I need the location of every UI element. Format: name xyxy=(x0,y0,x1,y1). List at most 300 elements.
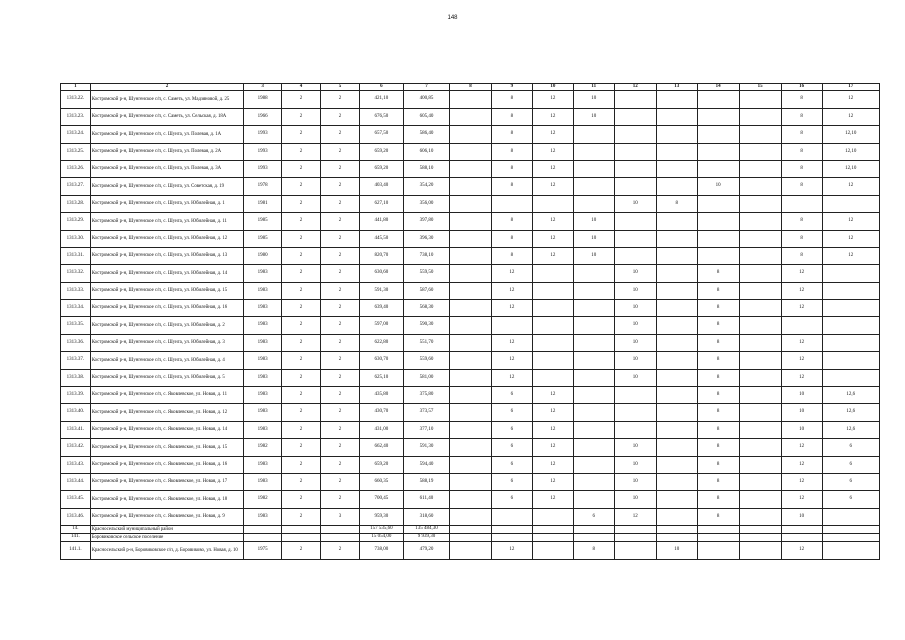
data-cell: 1983 xyxy=(244,300,282,317)
data-cell: 820,70 xyxy=(359,247,403,264)
data-cell: 8 xyxy=(697,317,739,334)
address-cell: Костромской р-н, Шунгенское с/п, с. Саметь, ул. Мадзяновой, д. 25 xyxy=(90,91,244,108)
data-cell: 2 xyxy=(282,160,321,177)
data-cell: 1983 xyxy=(244,334,282,351)
data-cell: 12 xyxy=(532,387,573,404)
data-cell xyxy=(656,404,697,421)
data-cell xyxy=(781,534,822,542)
data-cell: 2 xyxy=(282,542,321,559)
data-cell: 12 xyxy=(822,108,879,125)
data-cell: 559,50 xyxy=(403,265,449,282)
data-cell: 959,30 xyxy=(359,508,403,525)
address-cell: Костромской р-н, Шунгенское с/п, с. Шунга, ул. Юбилейная, д. 5 xyxy=(90,369,244,386)
data-cell xyxy=(614,230,656,247)
data-cell: 12 xyxy=(532,421,573,438)
data-cell xyxy=(697,143,739,160)
data-cell xyxy=(739,369,781,386)
table-row xyxy=(61,439,880,456)
summary-row xyxy=(61,526,880,534)
data-cell xyxy=(532,334,573,351)
data-cell xyxy=(656,508,697,525)
table-header-row xyxy=(61,84,880,91)
data-cell: 657,50 xyxy=(359,126,403,143)
data-cell: 591,30 xyxy=(403,439,449,456)
data-cell: 8 xyxy=(697,334,739,351)
data-cell: 10 xyxy=(781,421,822,438)
data-cell xyxy=(282,526,321,534)
data-cell: 12 xyxy=(822,213,879,230)
data-cell: 10 xyxy=(614,456,656,473)
data-cell: 2 xyxy=(321,300,360,317)
data-cell xyxy=(614,421,656,438)
data-cell: 2 xyxy=(282,265,321,282)
data-cell: 6 xyxy=(822,439,879,456)
row-id-cell: 1313.46. xyxy=(61,508,91,525)
data-cell xyxy=(656,526,697,534)
data-cell xyxy=(656,439,697,456)
data-cell: 10 xyxy=(614,352,656,369)
row-id-cell: 1313.29. xyxy=(61,213,91,230)
data-cell: 12 xyxy=(781,334,822,351)
table-row xyxy=(61,213,880,230)
data-cell xyxy=(822,508,879,525)
data-cell: 625,10 xyxy=(359,369,403,386)
data-cell: 9 939,30 xyxy=(403,534,449,542)
data-cell xyxy=(449,265,491,282)
data-cell: 8 xyxy=(781,143,822,160)
data-cell xyxy=(739,160,781,177)
address-cell: Костромской р-н, Шунгенское с/п, с. Шунга, ул. Юбилейная, д. 14 xyxy=(90,265,244,282)
address-cell: Костромской р-н, Шунгенское с/п, с. Шунга, ул. Полевая, д. 3А xyxy=(90,160,244,177)
table-row xyxy=(61,491,880,508)
address-cell: Костромской р-н, Шунгенское с/п, с. Шунга, ул. Юбилейная, д. 13 xyxy=(90,247,244,264)
data-cell xyxy=(739,491,781,508)
data-cell xyxy=(449,352,491,369)
data-cell xyxy=(449,542,491,559)
data-cell: 12 xyxy=(532,126,573,143)
table-row xyxy=(61,282,880,299)
data-cell xyxy=(656,352,697,369)
data-cell xyxy=(449,247,491,264)
address-cell: Костромской р-н, Шунгенское с/п, с. Яковлевское, ул. Новая, д. 17 xyxy=(90,474,244,491)
data-cell xyxy=(573,334,614,351)
row-id-cell: 1313.27. xyxy=(61,178,91,195)
data-cell: 1983 xyxy=(244,369,282,386)
data-cell: 8 xyxy=(697,456,739,473)
data-cell: 2 xyxy=(321,404,360,421)
data-cell: 10 xyxy=(781,404,822,421)
data-cell: 356,00 xyxy=(403,195,449,212)
data-cell xyxy=(656,300,697,317)
data-cell xyxy=(449,91,491,108)
data-cell: 8 xyxy=(697,265,739,282)
data-cell: 8 xyxy=(491,160,532,177)
data-cell: 1993 xyxy=(244,160,282,177)
data-cell xyxy=(656,160,697,177)
row-id-cell: 1313.38. xyxy=(61,369,91,386)
data-cell xyxy=(449,508,491,525)
data-cell xyxy=(491,195,532,212)
address-cell: Костромской р-н, Шунгенское с/п, с. Шунга, ул. Юбилейная, д. 12 xyxy=(90,230,244,247)
data-cell xyxy=(449,474,491,491)
data-cell: 2 xyxy=(282,126,321,143)
data-cell xyxy=(449,421,491,438)
data-cell xyxy=(449,534,491,542)
data-cell: 10 xyxy=(656,542,697,559)
data-cell: 12 xyxy=(532,230,573,247)
data-cell: 8 xyxy=(781,91,822,108)
data-cell: 2 xyxy=(282,404,321,421)
data-cell xyxy=(532,508,573,525)
data-cell: 8 xyxy=(697,404,739,421)
row-id-cell: 1313.24. xyxy=(61,126,91,143)
address-cell: Костромской р-н, Шунгенское с/п, с. Яковлевское, ул. Новая, д. 16 xyxy=(90,456,244,473)
column-header: 7 xyxy=(403,84,449,91)
data-cell: 12 xyxy=(491,334,532,351)
data-cell xyxy=(739,143,781,160)
data-cell: 559,60 xyxy=(403,352,449,369)
data-cell: 1993 xyxy=(244,143,282,160)
address-cell: Костромской р-н, Шунгенское с/п, с. Саметь, ул. Сельская, д. 18А xyxy=(90,108,244,125)
data-cell: 2 xyxy=(321,178,360,195)
data-cell xyxy=(532,352,573,369)
data-cell: 2 xyxy=(282,352,321,369)
data-cell xyxy=(739,195,781,212)
data-cell xyxy=(697,247,739,264)
data-cell xyxy=(614,247,656,264)
data-cell xyxy=(739,542,781,559)
data-cell xyxy=(449,213,491,230)
data-cell: 12 xyxy=(491,300,532,317)
data-cell: 12 xyxy=(532,456,573,473)
data-cell: 10 xyxy=(573,247,614,264)
data-cell xyxy=(449,282,491,299)
data-cell xyxy=(449,404,491,421)
data-cell: 1993 xyxy=(244,126,282,143)
data-cell: 2 xyxy=(321,352,360,369)
data-cell xyxy=(697,230,739,247)
data-cell xyxy=(449,108,491,125)
data-cell xyxy=(656,317,697,334)
row-id-cell: 1313.32. xyxy=(61,265,91,282)
data-cell: 1980 xyxy=(244,247,282,264)
row-id-cell: 1313.34. xyxy=(61,300,91,317)
data-cell xyxy=(573,160,614,177)
data-cell xyxy=(822,317,879,334)
data-cell xyxy=(449,300,491,317)
data-cell: 2 xyxy=(321,126,360,143)
data-cell: 2 xyxy=(282,456,321,473)
data-cell xyxy=(532,369,573,386)
row-id-cell: 141. xyxy=(61,534,91,542)
data-cell: 2 xyxy=(321,230,360,247)
data-cell: 8 xyxy=(697,421,739,438)
data-cell: 12 xyxy=(781,282,822,299)
data-cell: 12 xyxy=(781,474,822,491)
data-cell xyxy=(573,387,614,404)
data-cell xyxy=(656,421,697,438)
data-cell xyxy=(822,352,879,369)
address-cell: Боровиковское сельское поселение xyxy=(90,534,244,542)
data-cell xyxy=(739,404,781,421)
data-cell: 738,00 xyxy=(359,542,403,559)
data-cell xyxy=(822,300,879,317)
data-cell: 8 xyxy=(491,143,532,160)
data-cell xyxy=(573,526,614,534)
data-cell: 10 xyxy=(614,491,656,508)
data-cell: 2 xyxy=(321,143,360,160)
table-row xyxy=(61,265,880,282)
data-cell xyxy=(739,126,781,143)
data-cell xyxy=(449,491,491,508)
column-header: 11 xyxy=(573,84,614,91)
address-cell: Костромской р-н, Шунгенское с/п, с. Шунга, ул. Полевая, д. 1А xyxy=(90,126,244,143)
data-cell xyxy=(822,534,879,542)
data-cell: 373,57 xyxy=(403,404,449,421)
data-cell: 8 xyxy=(781,230,822,247)
column-header: 14 xyxy=(697,84,739,91)
data-cell: 1983 xyxy=(244,387,282,404)
data-cell: 10 xyxy=(614,265,656,282)
data-cell xyxy=(656,282,697,299)
data-cell: 6 xyxy=(491,491,532,508)
data-cell xyxy=(491,534,532,542)
data-cell xyxy=(739,526,781,534)
data-cell: 2 xyxy=(282,178,321,195)
data-cell: 12 xyxy=(822,230,879,247)
row-id-cell: 1313.44. xyxy=(61,474,91,491)
table-row xyxy=(61,91,880,108)
data-cell: 1978 xyxy=(244,178,282,195)
column-header: 8 xyxy=(449,84,491,91)
data-cell: 6 xyxy=(822,474,879,491)
data-cell xyxy=(532,317,573,334)
data-cell: 676,50 xyxy=(359,108,403,125)
row-id-cell: 1313.30. xyxy=(61,230,91,247)
data-cell: 8 xyxy=(491,213,532,230)
data-cell: 12,6 xyxy=(822,387,879,404)
data-cell: 10 xyxy=(614,300,656,317)
data-cell: 8 xyxy=(656,195,697,212)
data-cell xyxy=(449,195,491,212)
data-cell: 12,10 xyxy=(822,126,879,143)
data-cell: 630,60 xyxy=(359,265,403,282)
data-cell xyxy=(656,178,697,195)
data-cell xyxy=(822,265,879,282)
table-row xyxy=(61,160,880,177)
data-cell: 2 xyxy=(321,369,360,386)
data-cell: 2 xyxy=(282,143,321,160)
data-cell: 2 xyxy=(282,439,321,456)
data-cell: 2 xyxy=(282,369,321,386)
data-cell: 2 xyxy=(321,387,360,404)
data-cell: 375,80 xyxy=(403,387,449,404)
data-cell: 2 xyxy=(282,317,321,334)
data-cell: 8 xyxy=(697,474,739,491)
address-cell: Костромской р-н, Шунгенское с/п, с. Шунга, ул. Юбилейная, д. 3 xyxy=(90,334,244,351)
data-cell xyxy=(656,213,697,230)
data-cell: 12 xyxy=(532,143,573,160)
data-cell xyxy=(449,334,491,351)
data-cell xyxy=(244,526,282,534)
data-cell: 8 xyxy=(491,126,532,143)
data-cell xyxy=(739,421,781,438)
data-cell: 12 xyxy=(822,247,879,264)
data-cell xyxy=(573,300,614,317)
data-cell: 12,6 xyxy=(822,404,879,421)
data-cell: 1983 xyxy=(244,456,282,473)
table-row xyxy=(61,508,880,525)
data-cell: 588,10 xyxy=(403,160,449,177)
data-cell xyxy=(532,542,573,559)
data-cell: 639,40 xyxy=(359,300,403,317)
data-cell xyxy=(697,542,739,559)
table-row xyxy=(61,143,880,160)
page-number: 148 xyxy=(447,15,458,21)
column-header: 5 xyxy=(321,84,360,91)
data-cell xyxy=(739,334,781,351)
data-cell: 622,80 xyxy=(359,334,403,351)
table-row xyxy=(61,108,880,125)
data-cell xyxy=(532,300,573,317)
data-cell xyxy=(614,91,656,108)
data-cell: 8 xyxy=(697,387,739,404)
data-cell: 12 xyxy=(532,160,573,177)
row-id-cell: 1313.22. xyxy=(61,91,91,108)
data-cell: 2 xyxy=(321,421,360,438)
column-header: 4 xyxy=(282,84,321,91)
data-cell: 12 xyxy=(491,352,532,369)
data-cell: 12 xyxy=(781,491,822,508)
address-cell: Костромской р-н, Шунгенское с/п, с. Шунга, ул. Юбилейная, д. 11 xyxy=(90,213,244,230)
data-cell: 12 xyxy=(781,542,822,559)
row-id-cell: 1313.39. xyxy=(61,387,91,404)
data-cell xyxy=(449,126,491,143)
data-cell: 2 xyxy=(282,213,321,230)
data-cell: 10 xyxy=(614,334,656,351)
data-cell: 8 xyxy=(491,178,532,195)
data-cell: 400,85 xyxy=(403,91,449,108)
data-cell: 630,70 xyxy=(359,352,403,369)
column-header: 6 xyxy=(359,84,403,91)
table-row xyxy=(61,369,880,386)
data-cell: 12 xyxy=(491,542,532,559)
table-body xyxy=(61,91,880,559)
row-id-cell: 1313.31. xyxy=(61,247,91,264)
data-cell: 354,20 xyxy=(403,178,449,195)
data-cell xyxy=(491,317,532,334)
data-cell xyxy=(449,160,491,177)
data-cell xyxy=(614,387,656,404)
data-cell: 1982 xyxy=(244,491,282,508)
data-cell xyxy=(573,143,614,160)
data-cell: 627,10 xyxy=(359,195,403,212)
data-cell xyxy=(822,369,879,386)
data-cell: 430,70 xyxy=(359,404,403,421)
data-cell: 659,20 xyxy=(359,160,403,177)
data-cell: 1983 xyxy=(244,421,282,438)
data-cell xyxy=(614,404,656,421)
data-cell: 8 xyxy=(697,282,739,299)
data-cell: 1988 xyxy=(244,91,282,108)
data-cell: 2 xyxy=(282,108,321,125)
data-cell xyxy=(573,439,614,456)
column-header: 2 xyxy=(90,84,244,91)
row-id-cell: 14. xyxy=(61,526,91,534)
data-cell: 421,10 xyxy=(359,91,403,108)
data-cell xyxy=(449,178,491,195)
data-cell: 10 xyxy=(573,230,614,247)
data-cell xyxy=(656,91,697,108)
row-id-cell: 1313.40. xyxy=(61,404,91,421)
data-cell: 8 xyxy=(697,439,739,456)
data-cell: 1983 xyxy=(244,282,282,299)
data-cell: 2 xyxy=(282,421,321,438)
data-cell: 10 xyxy=(781,387,822,404)
data-cell xyxy=(822,195,879,212)
data-cell: 2 xyxy=(321,108,360,125)
data-cell xyxy=(573,491,614,508)
data-cell: 8 xyxy=(573,542,614,559)
data-cell xyxy=(532,265,573,282)
data-cell: 8 xyxy=(781,213,822,230)
data-cell xyxy=(739,387,781,404)
address-cell: Костромской р-н, Шунгенское с/п, с. Яковлевское, ул. Новая, д. 12 xyxy=(90,404,244,421)
column-header: 17 xyxy=(822,84,879,91)
data-cell: 2 xyxy=(282,230,321,247)
data-cell xyxy=(449,317,491,334)
data-cell xyxy=(491,526,532,534)
table-row xyxy=(61,195,880,212)
data-cell: 662,40 xyxy=(359,439,403,456)
data-cell: 10 xyxy=(614,439,656,456)
data-cell: 1983 xyxy=(244,474,282,491)
data-cell: 2 xyxy=(321,91,360,108)
data-cell: 6 xyxy=(491,439,532,456)
data-cell xyxy=(321,534,360,542)
data-cell: 2 xyxy=(282,282,321,299)
data-cell: 12,6 xyxy=(822,421,879,438)
data-cell: 2 xyxy=(321,542,360,559)
data-cell xyxy=(822,542,879,559)
data-cell xyxy=(739,474,781,491)
data-cell xyxy=(573,534,614,542)
address-cell: Костромской р-н, Шунгенское с/п, с. Яковлевское, ул. Новая, д. 11 xyxy=(90,387,244,404)
data-cell xyxy=(822,282,879,299)
data-cell: 2 xyxy=(282,334,321,351)
data-cell: 2 xyxy=(321,334,360,351)
data-cell: 10 xyxy=(573,108,614,125)
data-cell xyxy=(781,526,822,534)
data-cell: 12 xyxy=(532,108,573,125)
table-row xyxy=(61,178,880,195)
row-id-cell: 1313.26. xyxy=(61,160,91,177)
data-cell: 8 xyxy=(491,230,532,247)
data-cell: 6 xyxy=(491,421,532,438)
column-header: 12 xyxy=(614,84,656,91)
data-cell: 1966 xyxy=(244,108,282,125)
data-cell: 1981 xyxy=(244,195,282,212)
table-row xyxy=(61,126,880,143)
data-cell: 1983 xyxy=(244,352,282,369)
address-cell: Красносельский муниципальный район xyxy=(90,526,244,534)
data-cell xyxy=(697,160,739,177)
data-cell: 2 xyxy=(321,474,360,491)
data-cell: 10 xyxy=(614,195,656,212)
data-cell xyxy=(739,108,781,125)
row-id-cell: 1313.37. xyxy=(61,352,91,369)
data-cell: 590,30 xyxy=(403,317,449,334)
